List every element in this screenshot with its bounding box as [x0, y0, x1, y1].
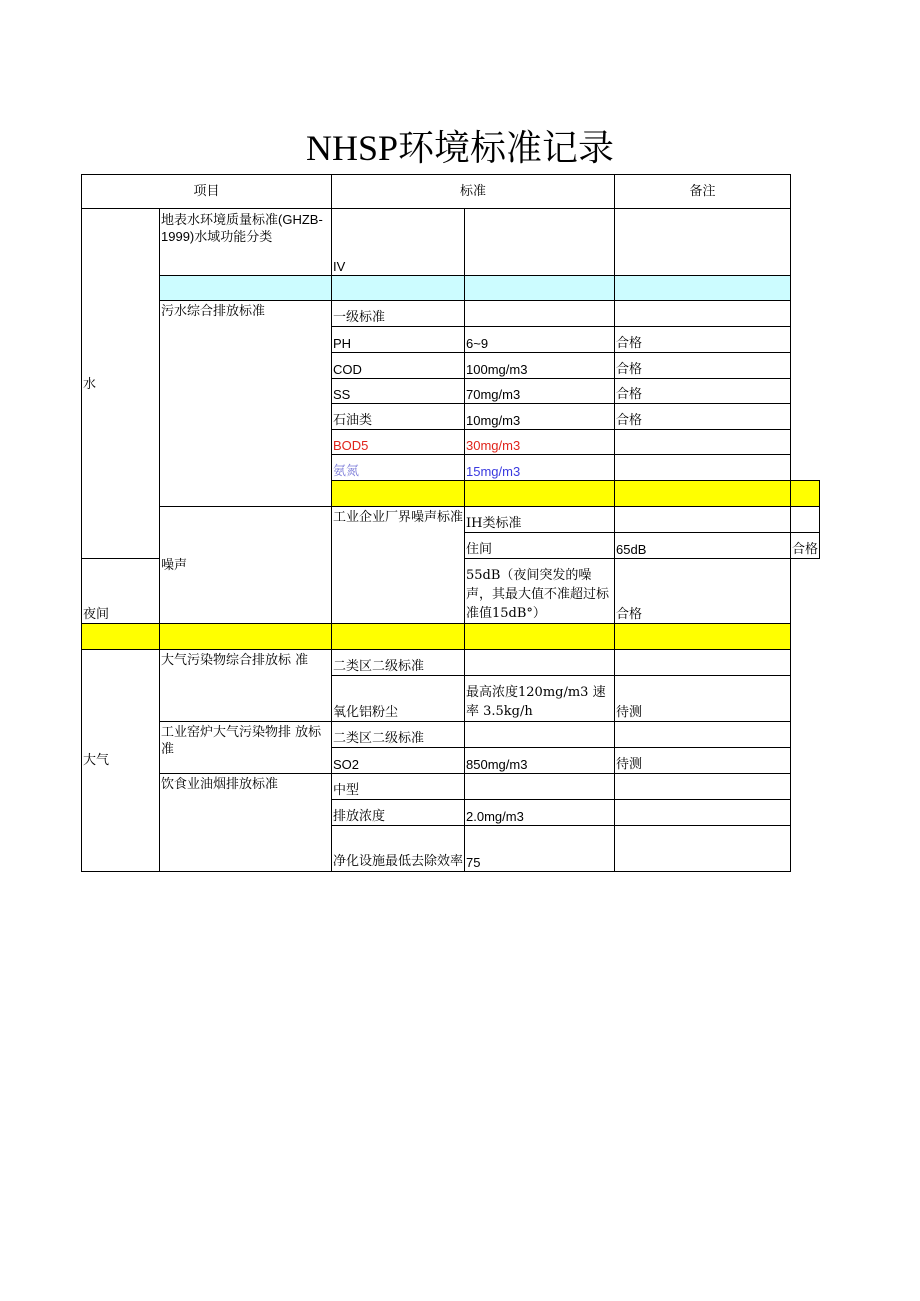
air-standard-3: 饮食业油烟排放标准	[160, 774, 332, 872]
air-standard-1: 大气污染物综合排放标 准	[160, 650, 332, 722]
air-standard-3-size: 中型	[332, 774, 465, 800]
item-value: 10mg/m3	[465, 404, 615, 430]
item-remark: 合格	[615, 379, 791, 404]
category-water: 水	[82, 209, 160, 559]
air-standard-2: 工业窑炉大气污染物排 放标准	[160, 722, 332, 774]
table-row	[82, 722, 820, 748]
item-name: SS	[332, 379, 465, 404]
noise-class: IH类标准	[465, 507, 615, 533]
noise-day-name: 住间	[465, 533, 615, 559]
page-title: NHSP环境标准记录	[305, 128, 615, 168]
item-name: BOD5	[332, 430, 465, 455]
header-remark: 备注	[615, 175, 791, 209]
air-item-value: 850mg/m3	[465, 748, 615, 774]
noise-day-remark: 合格	[791, 533, 820, 559]
item-value: 70mg/m3	[465, 379, 615, 404]
item-value: 100mg/m3	[465, 353, 615, 379]
item-value: 6~9	[465, 327, 615, 353]
noise-night-remark: 合格	[615, 559, 791, 624]
sewage-level: 一级标准	[332, 301, 465, 327]
sewage-standard: 污水综合排放标准	[160, 301, 332, 507]
air-item-name: SO2	[332, 748, 465, 774]
noise-night-value: 55dB（夜间突发的噪声，其最大值不准超过标准值15dB°）	[465, 559, 615, 624]
noise-day-value: 65dB	[615, 533, 791, 559]
air-item-remark	[615, 800, 791, 826]
item-remark	[615, 455, 791, 481]
air-item-value: 75	[465, 826, 615, 872]
item-name: 石油类	[332, 404, 465, 430]
item-name: 氨氮	[332, 455, 465, 481]
header-standard: 标准	[332, 175, 615, 209]
air-item-value: 最高浓度120mg/m3 速率 3.5kg/h	[465, 676, 615, 722]
air-standard-1-level: 二类区二级标准	[332, 650, 465, 676]
air-item-name: 氧化铝粉尘	[332, 676, 465, 722]
item-value: 30mg/m3	[465, 430, 615, 455]
table-row	[82, 209, 820, 276]
air-item-remark	[615, 826, 791, 872]
air-item-remark: 待测	[615, 676, 791, 722]
table-row	[82, 774, 820, 800]
item-remark: 合格	[615, 404, 791, 430]
item-name: COD	[332, 353, 465, 379]
air-item-name: 净化设施最低去除效率	[332, 826, 465, 872]
header-row	[82, 175, 820, 209]
header-project: 项目	[82, 175, 332, 209]
category-noise: 噪声	[160, 507, 332, 624]
separator-row	[82, 276, 820, 301]
separator-row	[82, 624, 820, 650]
noise-night-name: 夜间	[82, 559, 160, 624]
surface-water-class: IV	[332, 209, 465, 276]
table-row	[82, 650, 820, 676]
noise-standard: 工业企业厂界噪声标准	[332, 507, 465, 624]
standards-table	[81, 174, 820, 872]
air-item-value: 2.0mg/m3	[465, 800, 615, 826]
item-name: PH	[332, 327, 465, 353]
surface-water-standard: 地表水环境质量标准(GHZB-1999)水域功能分类	[160, 209, 332, 276]
item-remark: 合格	[615, 353, 791, 379]
category-air: 大气	[82, 650, 160, 872]
table-row	[82, 507, 820, 533]
table-row	[82, 301, 820, 327]
air-item-name: 排放浓度	[332, 800, 465, 826]
air-standard-2-level: 二类区二级标准	[332, 722, 465, 748]
item-remark	[615, 430, 791, 455]
item-value: 15mg/m3	[465, 455, 615, 481]
item-remark: 合格	[615, 327, 791, 353]
air-item-remark: 待测	[615, 748, 791, 774]
